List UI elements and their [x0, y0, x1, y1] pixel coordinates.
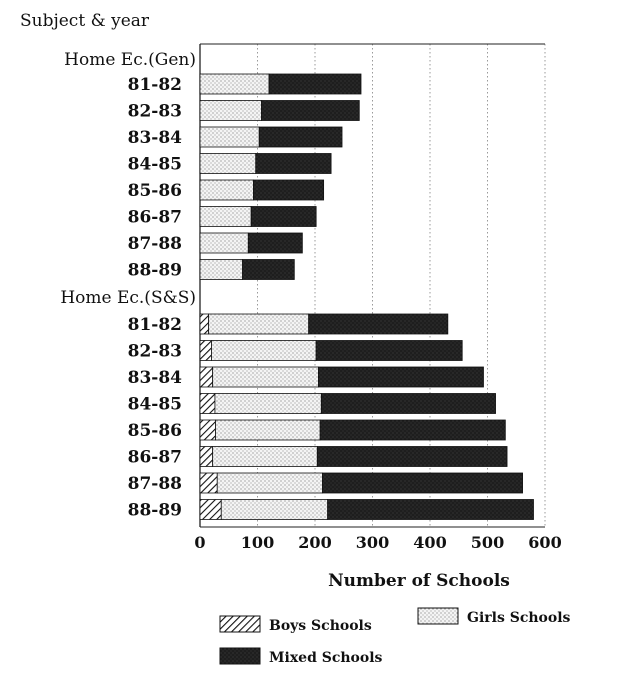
bar-segment-girls-schools	[209, 314, 309, 334]
category-label: 87-88	[127, 474, 182, 494]
bar-segment-mixed-schools	[321, 394, 495, 414]
bar-segment-boys-schools	[200, 314, 209, 334]
legend-label: Girls Schools	[467, 610, 571, 626]
bar-segment-girls-schools	[200, 127, 259, 147]
bar-segment-mixed-schools	[328, 500, 534, 520]
chart-title: Subject & year	[20, 11, 150, 31]
x-tick-label: 500	[470, 533, 505, 552]
bar-segment-mixed-schools	[320, 420, 505, 440]
x-tick-label: 100	[240, 533, 275, 552]
bar-segment-mixed-schools	[259, 127, 342, 147]
bar-segment-boys-schools	[200, 420, 216, 440]
y-labels	[60, 50, 196, 521]
bar-segment-mixed-schools	[253, 180, 323, 200]
legend-swatch	[418, 608, 458, 624]
category-label: 87-88	[127, 234, 182, 254]
category-label: 82-83	[127, 341, 182, 362]
bar-segment-girls-schools	[200, 101, 262, 121]
bar-segment-mixed-schools	[256, 154, 331, 174]
bar-segment-girls-schools	[217, 473, 322, 493]
bar-segment-mixed-schools	[262, 101, 360, 121]
legend-swatch	[220, 648, 260, 664]
category-label: 83-84	[127, 368, 182, 388]
bar-segment-girls-schools	[221, 500, 327, 520]
bar-segment-boys-schools	[200, 500, 221, 520]
bar-segment-boys-schools	[200, 394, 215, 414]
bar-segment-boys-schools	[200, 447, 213, 467]
bar-segment-mixed-schools	[316, 341, 462, 361]
category-label: 85-86	[127, 181, 182, 201]
category-label: 81-82	[127, 75, 182, 95]
x-axis-label: Number of Schools	[328, 571, 510, 591]
bar-segment-girls-schools	[213, 447, 318, 467]
category-label: 88-89	[127, 260, 182, 281]
x-tick-label: 0	[194, 533, 206, 552]
bar-segment-girls-schools	[215, 394, 321, 414]
category-label: 88-89	[127, 500, 182, 521]
category-label: 86-87	[127, 447, 182, 468]
bar-segment-girls-schools	[200, 74, 269, 94]
bar-segment-girls-schools	[212, 341, 317, 361]
bar-segment-girls-schools	[200, 260, 243, 280]
category-label: 86-87	[127, 207, 182, 228]
category-label: 85-86	[127, 421, 182, 441]
x-tick-label: 600	[528, 533, 562, 552]
category-label: 81-82	[127, 315, 182, 335]
legend-label: Mixed Schools	[269, 650, 383, 666]
x-tick-label: 200	[298, 533, 332, 552]
bars	[200, 74, 534, 520]
legend-label: Boys Schools	[269, 618, 372, 634]
legend-swatch	[220, 616, 260, 632]
bar-segment-mixed-schools	[309, 314, 448, 334]
x-tick-labels	[194, 533, 561, 552]
bar-segment-mixed-schools	[251, 207, 316, 227]
bar-segment-girls-schools	[200, 154, 256, 174]
bar-segment-mixed-schools	[243, 260, 295, 280]
group-label: Home Ec.(Gen)	[64, 50, 196, 70]
category-label: 84-85	[127, 394, 182, 415]
x-tick-label: 300	[355, 533, 390, 552]
x-tick-label: 400	[413, 533, 447, 552]
bar-segment-girls-schools	[200, 233, 248, 253]
legend	[220, 608, 571, 666]
bar-segment-boys-schools	[200, 367, 213, 387]
category-label: 84-85	[127, 154, 182, 175]
bar-segment-girls-schools	[216, 420, 321, 440]
bar-segment-boys-schools	[200, 473, 217, 493]
bar-segment-girls-schools	[200, 180, 253, 200]
bar-segment-mixed-schools	[318, 367, 483, 387]
category-label: 83-84	[127, 128, 182, 148]
group-label: Home Ec.(S&S)	[60, 288, 196, 308]
bar-segment-girls-schools	[200, 207, 251, 227]
bar-segment-mixed-schools	[317, 447, 507, 467]
bar-segment-mixed-schools	[269, 74, 361, 94]
bar-segment-girls-schools	[213, 367, 319, 387]
bar-segment-boys-schools	[200, 341, 212, 361]
category-label: 82-83	[127, 101, 182, 122]
bar-segment-mixed-schools	[248, 233, 302, 253]
bar-segment-mixed-schools	[322, 473, 522, 493]
